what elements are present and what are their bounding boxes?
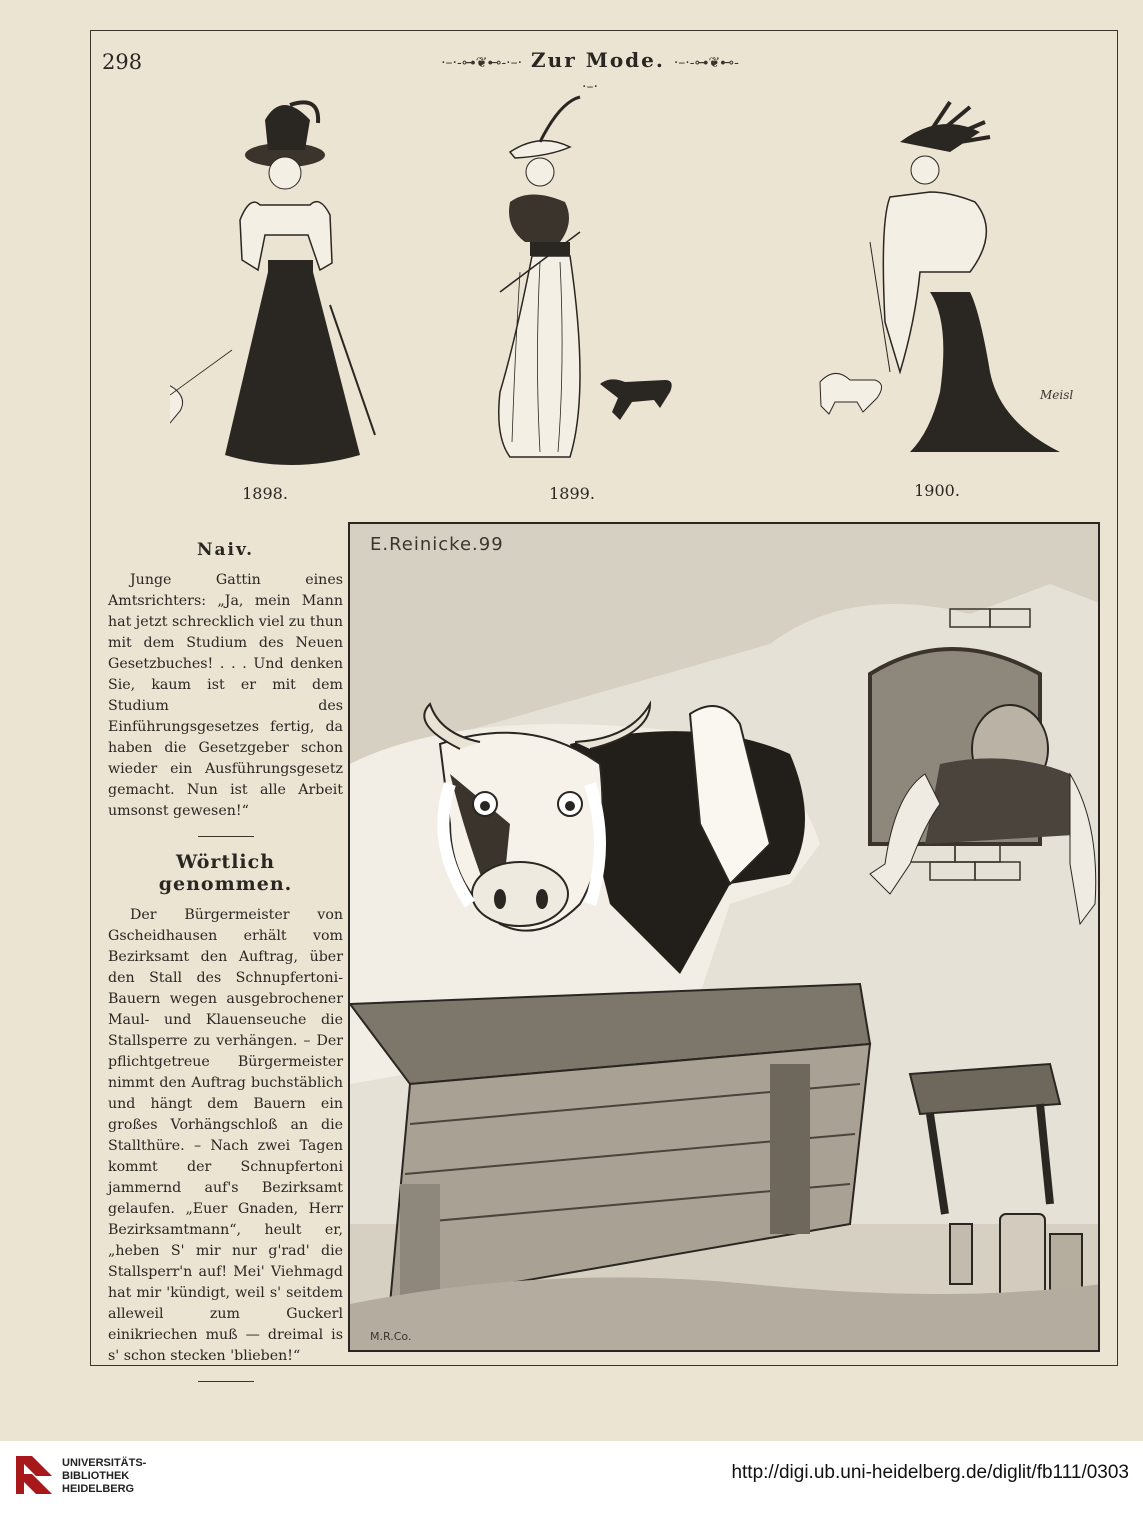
ornament-left: ·–·-⊶❦⊷-·–· xyxy=(441,55,523,71)
year-label-1900: 1900. xyxy=(914,481,960,500)
section-title: Zur Mode. xyxy=(531,48,665,72)
cartoon-illustration xyxy=(348,522,1100,1352)
library-name xyxy=(62,1457,146,1496)
ornament-right: ·–·-⊶❦⊷-·–· xyxy=(582,55,739,95)
library-line-1: UNIVERSITÄTS- xyxy=(62,1457,147,1469)
separator-rule-end xyxy=(198,1381,254,1382)
running-head xyxy=(440,48,740,96)
printer-mark: M.R.Co. xyxy=(370,1330,412,1343)
year-label-1898: 1898. xyxy=(242,484,288,503)
footer-bar xyxy=(0,1441,1143,1531)
library-line-2: BIBLIOTHEK xyxy=(62,1470,130,1482)
artist-mark-fashion: Meisl xyxy=(1040,388,1074,402)
university-logo-icon xyxy=(12,1452,56,1502)
text-column xyxy=(108,540,343,1396)
article-body-woertlich: Der Bürgermeister von Gscheidhausen erhält vom Bezirksamt den Auftrag, über den Stall des Schnupfertoni-Bauern wegen ausgebrochener Maul- und Klauenseuche die Stallsperre zu verhängen. – Der pflichtgetreue Bürgermeister nimmt den Auftrag buchstäblich und hängt dem Bauern ein großes Vorhängschloß an die Stallthüre. – Nach zwei Tagen kommt der Schnupfertoni jammernd auf's Bezirksamt gelaufen. „Euer Gnaden, Herr Bezirksamtmann“, heult er, „heben S' mir nur g'rad' die Stallsperr'n auf! Mei' Viehmagd hat mir 'kündigt, weil s' seitdem alleweil zum Guckerl einikriechen muß — dreimal is s' schon stecken 'blieben!“ xyxy=(108,907,343,1364)
separator-rule xyxy=(198,836,254,837)
article-title-naiv: Naiv. xyxy=(196,540,255,560)
year-label-1899: 1899. xyxy=(549,484,595,503)
article-title-woertlich: Wörtlich genommen. xyxy=(158,851,293,895)
illustration-signature: E.Reinicke.99 xyxy=(370,534,504,555)
library-line-3: HEIDELBERG xyxy=(62,1483,135,1495)
fashion-figure-1899 xyxy=(480,92,700,477)
page-number: 298 xyxy=(102,50,143,74)
article-body-naiv: Junge Gattin eines Amtsrichters: „Ja, mein Mann hat jetzt schrecklich viel zu thun mit dem Studium des Neuen Gesetzbuches! . . . Und denken Sie, kaum ist er mit dem Studium des Einführungsgesetzes fertig, da haben die Gesetzgeber schon wieder ein Ausführungsgesetz gemacht. Nun ist alle Arbeit umsonst gewesen!“ xyxy=(108,572,343,819)
fashion-figure-1898 xyxy=(170,95,390,480)
source-url[interactable]: http://digi.ub.uni-heidelberg.de/diglit/fb111/0303 xyxy=(731,1462,1129,1483)
fashion-figure-1900 xyxy=(800,92,1080,477)
